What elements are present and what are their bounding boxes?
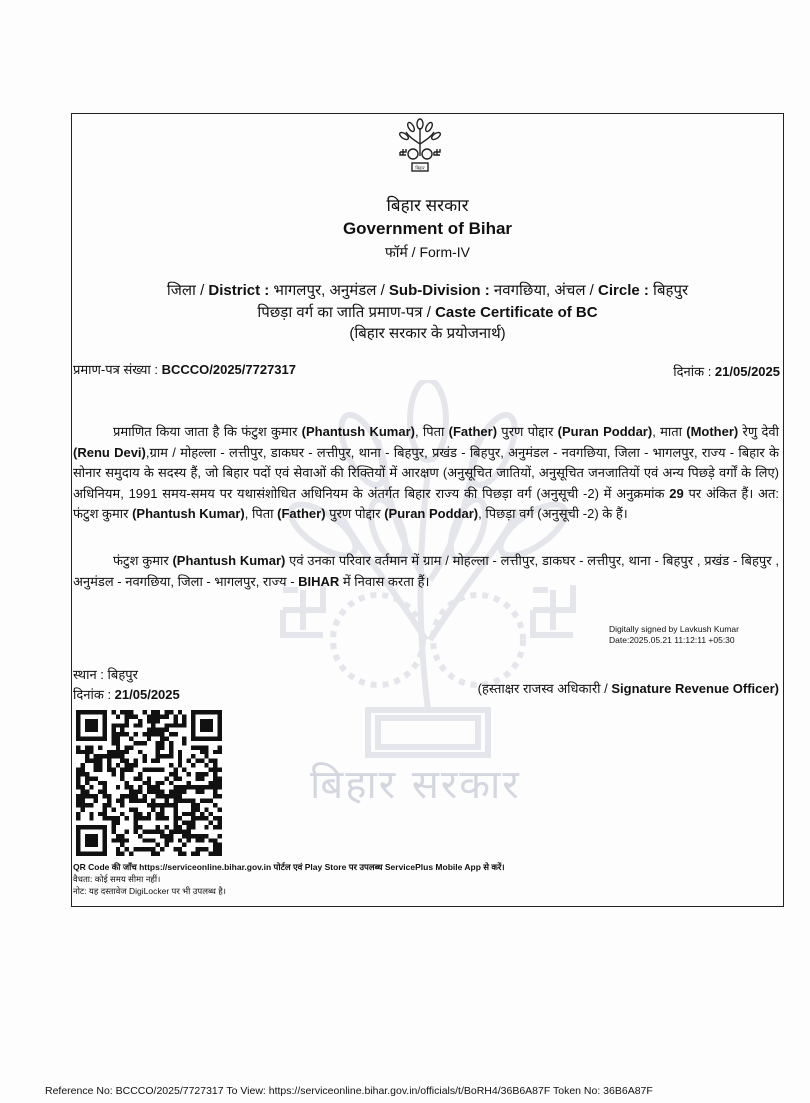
certificate-number: प्रमाण-पत्र संख्या : BCCCO/2025/7727317 [73, 362, 296, 377]
paragraph-run: , माता [652, 424, 687, 439]
paragraph-run: (Father) [277, 506, 326, 522]
certification-paragraph [73, 422, 779, 525]
paragraph-run: (Puran Poddar) [557, 424, 653, 439]
paragraph-run: (Father) [448, 424, 498, 439]
place-date: दिनांक : 21/05/2025 [73, 687, 180, 702]
govt-title-hindi: बिहार सरकार [386, 196, 469, 215]
paragraph-run: पुरण पोद्दार [497, 424, 558, 439]
paragraph-run: (Phantush Kumar) [132, 506, 245, 522]
paragraph-run: प्रमाणित किया जाता है कि फंटुश कुमार [113, 424, 302, 439]
paragraph-run: रेणु देवी [738, 424, 779, 439]
paragraph-run: , पिछड़ा वर्ग (अनुसूची -2) के हैं। [478, 506, 628, 522]
qr-code[interactable] [76, 710, 222, 856]
paragraph-run: में निवास करता हैं। [339, 573, 430, 589]
govt-title-english: Government of Bihar [342, 219, 513, 238]
form-number: फॉर्म / Form-IV [384, 244, 471, 260]
validity-note: वैधता: कोई समय सीमा नहीं। [73, 874, 161, 884]
footnotes [73, 861, 505, 897]
certificate-purpose: (बिहार सरकार के प्रयोजनार्थ) [349, 325, 506, 342]
bihar-emblem-icon [396, 118, 444, 176]
paragraph-run: एवं उनका परिवार वर्तमान में ग्राम / मोहल्ला - लत्तीपुर, डाकघर - लत्तीपुर, थाना - बिहपुर , प्रखंड - बिहपुर , अनुमंडल - नवगछिया, जिला - भागलपुर, राज्य - [73, 553, 779, 589]
digilocker-note: नोट: यह दस्तावेज DigiLocker पर भी उपलब्ध है। [73, 886, 226, 896]
paragraph-run: (Phantush Kumar) [172, 553, 286, 568]
place: स्थान : बिहपुर [73, 667, 138, 682]
watermark-text: बिहार सरकार [310, 762, 521, 808]
paragraph-run: पर अंकित हैं। अत: फंटुश कुमार [73, 485, 779, 522]
paragraph-run: (Puran Poddar) [384, 506, 479, 522]
signatory-title: (हस्ताक्षर राजस्व अधिकारी / Signature Revenue Officer) [477, 681, 779, 696]
district-line: जिला / District : भागलपुर, अनुमंडल / Sub-Division : नवगछिया, अंचल / Circle : बिहपुर [166, 282, 689, 299]
paragraph-run: ,ग्राम / मोहल्ला - लत्तीपुर, डाकघर - लत्तीपुर, थाना - बिहपुर, प्रखंड - बिहपुर, अनुमंडल - नवगछिया, जिला - भागलपुर, राज्य - बिहार के सोनार समुदाय के सदस्य हैं, जो बिहार पदों एवं सेवाओं की रिक्तियों में आरक्षण (अनुसूचित जातियों, अनुसूचित जनजातियों एवं अन्य पिछड़े वर्गों के लिए) अधिनियम, 1991 समय-समय पर यथासंशोधित अधिनियम के अंतर्गत बिहार राज्य की पिछड़ा वर्ग (अनुसूची -2) में अनुक्रमांक [73, 444, 779, 501]
paragraph-run: (Renu Devi) [73, 444, 146, 460]
issue-date: दिनांक : 21/05/2025 [673, 364, 780, 379]
place-date-block [73, 665, 180, 705]
svg-text:बिहार: बिहार [415, 166, 425, 172]
reference-footer: Reference No: BCCCO/2025/7727317 To View: https://serviceonline.bihar.gov.in/officials/t/BoRH4/36B6A87F Token No: 36B6A87F [45, 1085, 653, 1097]
qr-verification-note: QR Code की जाँच https://serviceonline.bihar.gov.in पोर्टल एवं Play Store पर उपलब्ध ServicePlus Mobile App से करें। [73, 862, 505, 872]
digital-signature: Digitally signed by Lavkush Kumar Date:2025.05.21 11:12:11 +05:30 [609, 624, 739, 645]
paragraph-run: (Mother) [686, 424, 739, 439]
paragraph-run: पुरण पोद्दार [325, 506, 385, 522]
paragraph-run: , पिता [415, 424, 449, 439]
paragraph-run: , पिता [244, 506, 278, 522]
certificate-title: पिछड़ा वर्ग का जाति प्रमाण-पत्र / Caste Certificate of BC [257, 304, 598, 321]
paragraph-run: BIHAR [298, 573, 340, 589]
paragraph-run: 29 [669, 485, 684, 501]
paragraph-run: (Phantush Kumar) [301, 424, 415, 439]
paragraph-run: फंटुश कुमार [113, 553, 173, 568]
residence-paragraph [73, 551, 779, 592]
